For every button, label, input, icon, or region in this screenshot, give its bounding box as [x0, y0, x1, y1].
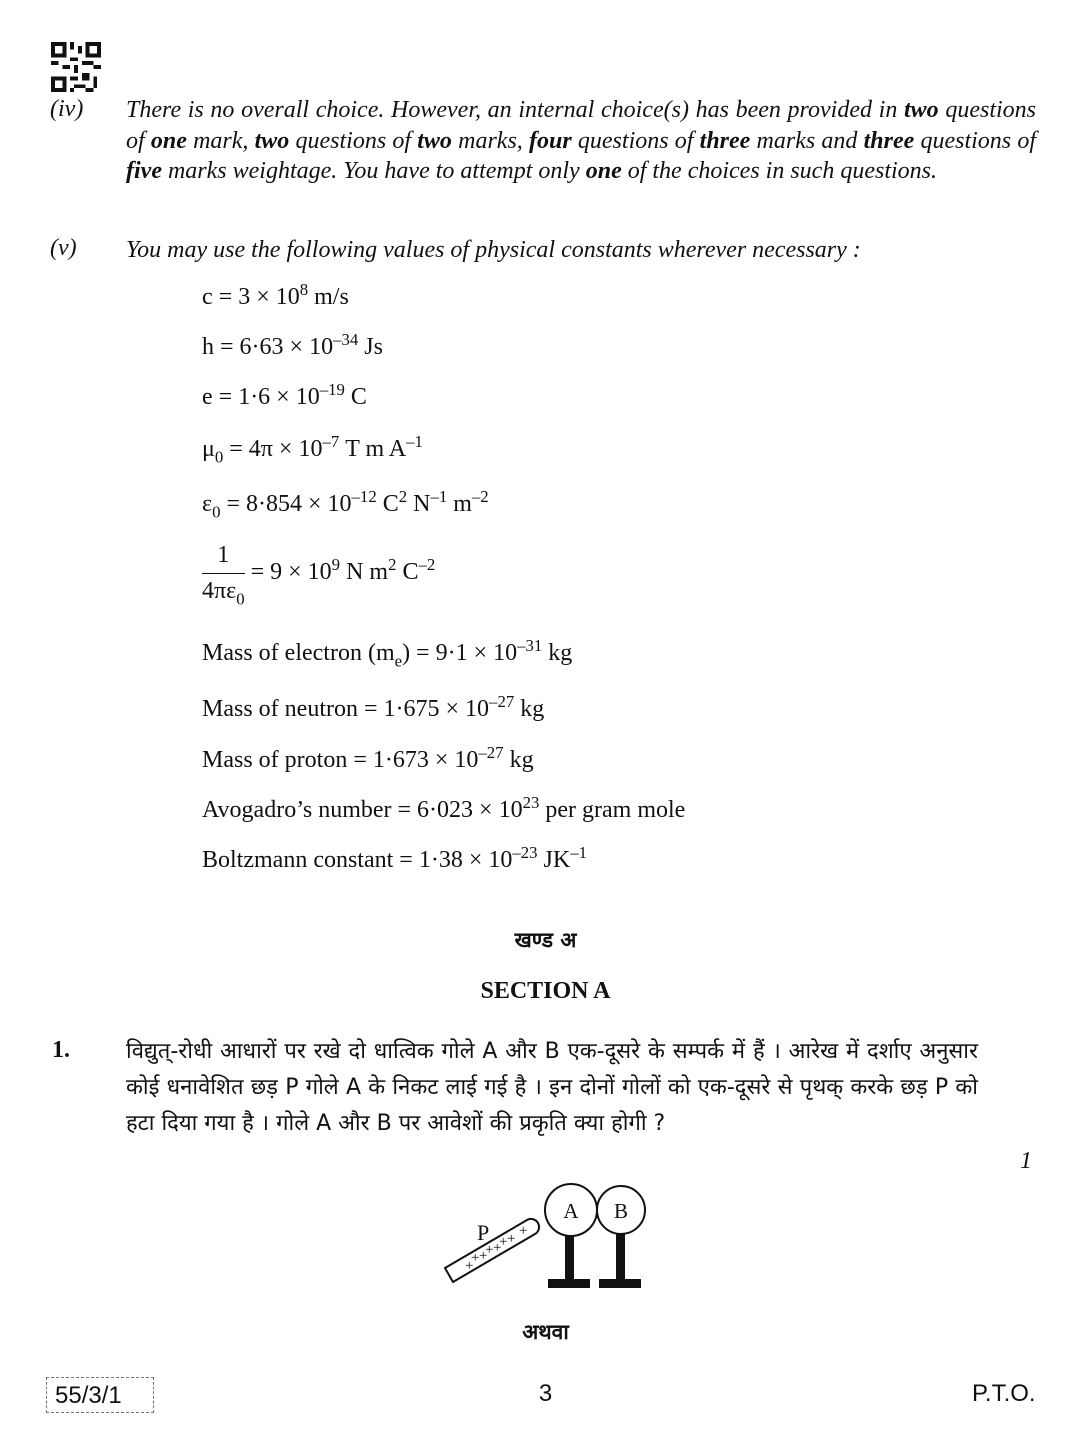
svg-text:+: +	[507, 1231, 516, 1247]
question-number: 1.	[52, 1037, 70, 1063]
section-heading-hindi: खण्ड अ	[514, 928, 577, 952]
insulating-stand-a	[548, 1236, 590, 1288]
constant-planck: $h = 6\cdot 63 \times 10^{-34}$ Js	[202, 329, 383, 360]
instruction-iv-text: There is no overall choice. However, an internal choice(s) has been provided in two questions of one mark, two questions of two marks, four questions of three marks and three questions of five marks weightage. You have to attempt only one of the choices in such questions.	[126, 97, 1037, 184]
page-number: 3	[538, 1380, 553, 1407]
svg-text:+: +	[519, 1223, 528, 1239]
instruction-v-text: You may use the following values of physical constants wherever necessary :	[126, 237, 861, 263]
constant-proton-mass: Mass of proton = $1\cdot 673 \times 10^{-27}$ kg	[202, 742, 534, 773]
or-heading-hindi: अथवा	[522, 1320, 569, 1344]
question-text: विद्युत्-रोधी आधारों पर रखे दो धात्विक गोले A और B एक-दूसरे के सम्पर्क में हैं । आरेख में दर्शाए अनुसार कोई धनावेशित छड़ P गोले A के निकट लाई गई है । इन दोनों गोलों को एक-दूसरे से पृथक् करके छड़ P को हटा दिया गया है । गोले A और B पर आवेशों की प्रकृति क्या होगी ?	[126, 1039, 978, 1136]
qr-code-icon	[50, 42, 102, 92]
coulomb-fraction: $\frac{1}{4\pi\varepsilon_0}$	[202, 542, 245, 609]
constant-electron-mass: Mass of electron $(m_e) = 9\cdot 1 \times 10^{-31}$ kg	[202, 635, 573, 671]
section-heading-english: SECTION A	[480, 978, 611, 1004]
constant-neutron-mass: Mass of neutron = $1\cdot 675 \times 10^{-27}$ kg	[202, 691, 545, 722]
instruction-v-marker: (v)	[50, 235, 77, 261]
constant-avogadro: Avogadro’s number = $6\cdot 023 \times 10^{23}$ per gram mole	[202, 792, 686, 823]
svg-text:+: +	[499, 1234, 508, 1250]
constant-speed-of-light: $c = 3 \times 10^8$ m/s	[202, 279, 349, 310]
constant-mu0: $\mu_0 = 4\pi \times 10^{-7}$ T m $A^{-1}$	[202, 431, 423, 467]
insulating-stand-b	[599, 1234, 641, 1288]
svg-text:+: +	[471, 1250, 480, 1266]
charged-spheres-diagram	[435, 1180, 660, 1295]
svg-text:+: +	[479, 1248, 488, 1264]
paper-code: 55/3/1	[55, 1382, 122, 1409]
svg-text:+: +	[493, 1240, 502, 1256]
pto-label: P.T.O.	[972, 1380, 1036, 1407]
rod-charges	[465, 1223, 527, 1274]
question-marks: 1	[1020, 1148, 1032, 1174]
constant-epsilon0: $\varepsilon_0 = 8\cdot 854 \times 10^{-12}$ $C^2$ $N^{-1}$ $m^{-2}$	[202, 486, 489, 522]
sphere-a-label: A	[563, 1199, 579, 1223]
constant-coulomb: $\frac{1}{4\pi\varepsilon_0}$ = $9 \times 10^9$ N $m^2$ $C^{-2}$	[202, 542, 436, 609]
instruction-iv-marker: (iv)	[50, 96, 84, 122]
svg-text:+: +	[465, 1258, 474, 1274]
constant-electron-charge: $e = 1\cdot 6 \times 10^{-19}$ C	[202, 379, 367, 410]
constant-boltzmann: Boltzmann constant = $1\cdot 38 \times 10^{-23}$ $JK^{-1}$	[202, 842, 587, 873]
svg-text:+: +	[485, 1242, 494, 1258]
rod-label: P	[477, 1220, 490, 1245]
sphere-b-label: B	[613, 1199, 629, 1223]
